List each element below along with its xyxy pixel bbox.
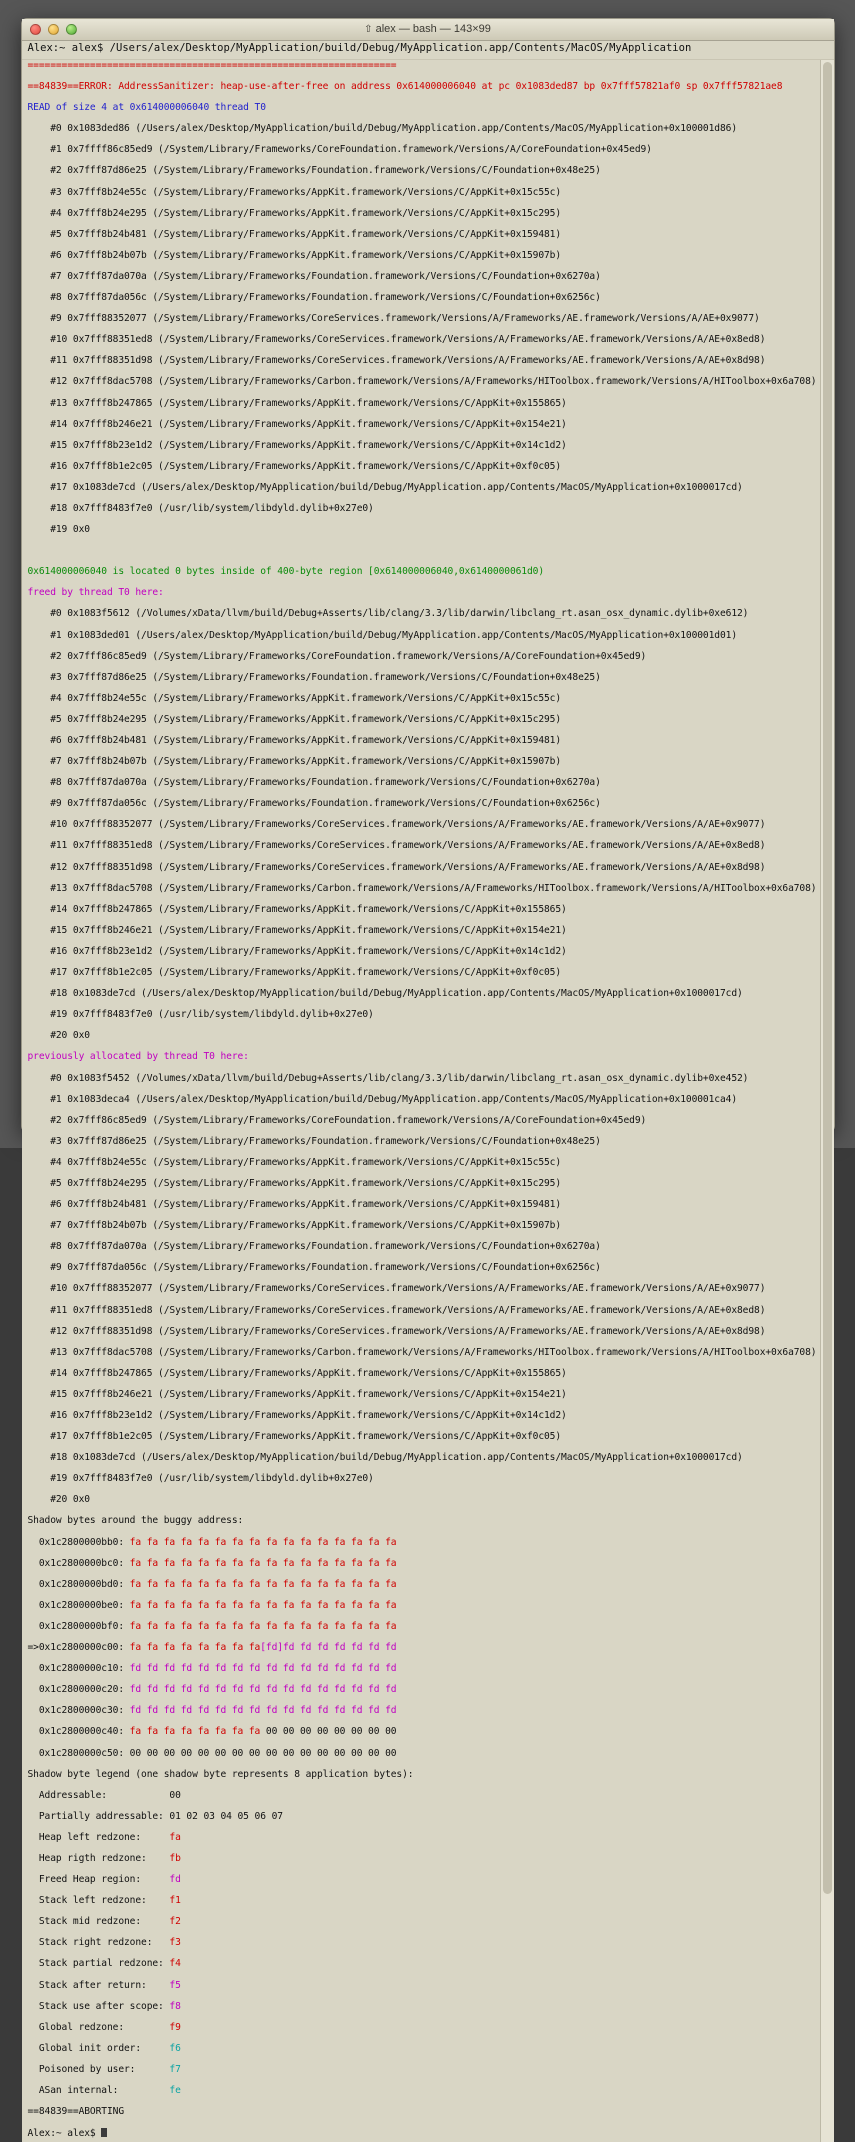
terminal-span: #3 0x7fff87d86e25 (/System/Library/Frameworks/Foundation.framework/Versions/C/Foundation+0x48e25): [27, 1135, 601, 1147]
terminal-span: f5: [169, 1979, 181, 1991]
terminal-span: 0x1c2800000c10:: [27, 1663, 130, 1675]
terminal-span: #11 0x7fff88351ed8 (/System/Library/Frameworks/CoreServices.framework/Versions/A/Frameworks/AE.framework/Versions/A/AE+0x8ed8): [27, 1304, 766, 1316]
terminal-span: fa fa fa fa fa fa fa fa fa fa fa fa fa fa fa fa: [129, 1536, 397, 1548]
window-controls[interactable]: [30, 24, 77, 35]
terminal-line: [28, 335, 818, 346]
terminal-line: [28, 1812, 818, 1823]
terminal-span: #7 0x7fff87da070a (/System/Library/Frameworks/Foundation.framework/Versions/C/Foundation+0x6270a): [27, 270, 601, 282]
terminal-span: #10 0x7fff88352077 (/System/Library/Frameworks/CoreServices.framework/Versions/A/Frameworks/AE.framework/Versions/A/AE+0x9077): [27, 1283, 766, 1295]
terminal-line: [28, 462, 818, 473]
terminal-span: #13 0x7fff8dac5708 (/System/Library/Frameworks/Carbon.framework/Versions/A/Frameworks/HIToolbox.framework/Versions/A/HIToolbox+0x6a708): [27, 882, 817, 894]
terminal-line: [28, 778, 818, 789]
terminal-line: [28, 230, 818, 241]
terminal-line: [28, 820, 818, 831]
terminal-line: [28, 61, 818, 72]
terminal-line: [28, 1981, 818, 1992]
terminal-span: 0x1c2800000bb0:: [27, 1536, 130, 1548]
terminal-line: [28, 1242, 818, 1253]
terminal-line: [28, 1833, 818, 1844]
terminal-line: [28, 1327, 818, 1338]
terminal-span: fa: [169, 1831, 181, 1843]
terminal-span: f4: [169, 1958, 181, 1970]
terminal-span: #11 0x7fff88351ed8 (/System/Library/Frameworks/CoreServices.framework/Versions/A/Frameworks/AE.framework/Versions/A/AE+0x8ed8): [27, 840, 766, 852]
terminal-span: fd fd fd fd fd fd fd fd fd fd fd fd fd fd fd fd: [129, 1705, 397, 1717]
terminal-span: 0x1c2800000c30:: [27, 1705, 130, 1717]
terminal-line: [28, 799, 818, 810]
terminal-line: [28, 1643, 818, 1654]
terminal-line: [28, 420, 818, 431]
terminal-line: [28, 293, 818, 304]
terminal-line: [28, 2107, 818, 2118]
window-titlebar[interactable]: [22, 19, 834, 41]
terminal-span: 0x1c2800000be0:: [27, 1599, 130, 1611]
terminal-span: Addressable: 00: [27, 1789, 181, 1801]
terminal-line: [28, 673, 818, 684]
terminal-line: [28, 1559, 818, 1570]
terminal-span: f6: [169, 2042, 181, 2054]
terminal-line: [28, 1453, 818, 1464]
terminal-span: #16 0x7fff8b23e1d2 (/System/Library/Frameworks/AppKit.framework/Versions/C/AppKit+0x14c1d2): [27, 1410, 567, 1421]
terminal-line: [28, 652, 818, 663]
terminal-span: #17 0x1083de7cd (/Users/alex/Desktop/MyApplication/build/Debug/MyApplication.app/Contents/MacOS/MyApplication+0x1000017cd): [27, 481, 743, 493]
terminal-line: [28, 1221, 818, 1232]
terminal-span: 00 00 00 00 00 00 00 00: [260, 1726, 397, 1738]
terminal-line: [28, 588, 818, 599]
terminal-line: [28, 2086, 818, 2097]
window-title: [22, 18, 834, 41]
terminal-line: [28, 1116, 818, 1127]
terminal-line: [28, 1348, 818, 1359]
terminal-span: 00 00 00 00 00 00 00 00 00 00 00 00 00 00 00 00: [129, 1747, 397, 1759]
terminal-line: [28, 1770, 818, 1781]
terminal-output[interactable]: [22, 60, 820, 2142]
terminal-span: #9 0x7fff87da056c (/System/Library/Frameworks/Foundation.framework/Versions/C/Foundation+0x6256c): [27, 798, 601, 810]
terminal-span: #16 0x7fff8b1e2c05 (/System/Library/Frameworks/AppKit.framework/Versions/C/AppKit+0xf0c05): [27, 460, 562, 472]
terminal-span: #13 0x7fff8dac5708 (/System/Library/Frameworks/Carbon.framework/Versions/A/Frameworks/HIToolbox.framework/Versions/A/HIToolbox+0x6a708): [27, 1346, 817, 1358]
terminal-span: #0 0x1083f5612 (/Volumes/xData/llvm/build/Debug+Asserts/lib/clang/3.3/lib/darwin/libclang_rt.asan_osx_dynamic.dylib+0xe612): [27, 608, 749, 620]
terminal-span: 0x1c2800000c40:: [27, 1726, 130, 1738]
terminal-span: #16 0x7fff8b23e1d2 (/System/Library/Frameworks/AppKit.framework/Versions/C/AppKit+0x14c1d2): [27, 945, 567, 957]
terminal-span: #18 0x1083de7cd (/Users/alex/Desktop/MyApplication/build/Debug/MyApplication.app/Contents/MacOS/MyApplication+0x1000017cd): [27, 988, 743, 1000]
terminal-span: #6 0x7fff8b24b481 (/System/Library/Frameworks/AppKit.framework/Versions/C/AppKit+0x159481): [27, 1199, 562, 1211]
terminal-line: [28, 525, 818, 536]
terminal-span: #0 0x1083ded86 (/Users/alex/Desktop/MyApplication/build/Debug/MyApplication.app/Contents/MacOS/MyApplication+0x100001d86): [27, 123, 737, 135]
terminal-span: f8: [169, 2000, 181, 2012]
terminal-line: [28, 884, 818, 895]
terminal-span: #6 0x7fff8b24b481 (/System/Library/Frameworks/AppKit.framework/Versions/C/AppKit+0x159481): [27, 735, 562, 746]
terminal-span: #2 0x7fff86c85ed9 (/System/Library/Frameworks/CoreFoundation.framework/Versions/A/CoreFoundation+0x45ed9): [27, 1114, 647, 1126]
terminal-prompt: Alex:~ alex$: [27, 2128, 102, 2140]
terminal-span: Stack left redzone:: [27, 1895, 170, 1907]
terminal-line: [28, 1306, 818, 1317]
terminal-line: [28, 1158, 818, 1169]
terminal-line: [28, 251, 818, 262]
terminal-span: fa fa fa fa fa fa fa fa fa fa fa fa fa fa fa fa: [129, 1599, 397, 1611]
terminal-span: 0x1c2800000bf0:: [27, 1620, 130, 1632]
terminal-span: #19 0x0: [27, 524, 90, 536]
terminal-line: [28, 188, 818, 199]
terminal-span: #9 0x7fff88352077 (/System/Library/Frameworks/CoreServices.framework/Versions/A/Frameworks/AE.framework/Versions/A/AE+0x9077): [27, 313, 760, 325]
terminal-span: =>0x1c2800000c00:: [27, 1642, 130, 1654]
terminal-span: Stack partial redzone:: [27, 1958, 170, 1970]
terminal-span: fa fa fa fa fa fa fa fa fa fa fa fa fa fa fa fa: [129, 1557, 397, 1569]
terminal-line: [28, 1791, 818, 1802]
terminal-line: [28, 314, 818, 325]
terminal-span: f9: [169, 2021, 181, 2033]
terminal-line: [28, 1390, 818, 1401]
terminal-span: [fd]: [260, 1642, 283, 1654]
terminal-span: Shadow byte legend (one shadow byte represents 8 application bytes):: [27, 1768, 414, 1780]
terminal-span: fd fd fd fd fd fd fd fd fd fd fd fd fd fd fd fd: [129, 1663, 397, 1675]
zoom-button[interactable]: [66, 24, 77, 35]
command-path-line: Alex:~ alex$ /Users/alex/Desktop/MyApplication/build/Debug/MyApplication.app/Contents/MacOS/MyApplication: [22, 41, 834, 60]
terminal-line: [28, 1896, 818, 1907]
terminal-line: [28, 1959, 818, 1970]
terminal-span: fd: [169, 1874, 181, 1886]
titlebar-proxy-icon: ⇧: [364, 24, 373, 35]
terminal-window: [21, 18, 835, 2140]
terminal-span: #10 0x7fff88351ed8 (/System/Library/Frameworks/CoreServices.framework/Versions/A/Frameworks/AE.framework/Versions/A/AE+0x8ed8): [27, 334, 766, 346]
terminal-line: [28, 905, 818, 916]
terminal-span: Global init order:: [27, 2042, 170, 2054]
terminal-span: fd fd fd fd fd fd fd: [282, 1642, 397, 1654]
terminal-line: [28, 1706, 818, 1717]
terminal-span: Stack after return:: [27, 1979, 170, 1991]
terminal-line: [28, 2065, 818, 2076]
terminal-span: #3 0x7fff87d86e25 (/System/Library/Frameworks/Foundation.framework/Versions/C/Foundation+0x48e25): [27, 671, 601, 683]
terminal-span: #4 0x7fff8b24e295 (/System/Library/Frameworks/AppKit.framework/Versions/C/AppKit+0x15c295): [27, 207, 562, 219]
terminal-span: #8 0x7fff87da070a (/System/Library/Frameworks/Foundation.framework/Versions/C/Foundation+0x6270a): [27, 777, 601, 789]
terminal-span: Shadow bytes around the buggy address:: [27, 1515, 244, 1527]
terminal-line: [28, 1052, 818, 1063]
terminal-span: #8 0x7fff87da056c (/System/Library/Frameworks/Foundation.framework/Versions/C/Foundation+0x6256c): [27, 292, 601, 304]
terminal-span: f1: [169, 1895, 181, 1907]
terminal-line: [28, 124, 818, 135]
terminal-line: [28, 504, 818, 515]
terminal-span: Heap rigth redzone:: [27, 1852, 170, 1864]
terminal-span: #15 0x7fff8b246e21 (/System/Library/Frameworks/AppKit.framework/Versions/C/AppKit+0x154e21): [27, 1388, 567, 1400]
terminal-span: #13 0x7fff8b247865 (/System/Library/Frameworks/AppKit.framework/Versions/C/AppKit+0x155865): [27, 397, 567, 409]
terminal-span: f7: [169, 2063, 181, 2075]
terminal-span: #11 0x7fff88351d98 (/System/Library/Frameworks/CoreServices.framework/Versions/A/Frameworks/AE.framework/Versions/A/AE+0x8d98): [27, 355, 766, 367]
terminal-line: [28, 1179, 818, 1190]
terminal-line: [28, 1010, 818, 1021]
terminal-span: fa fa fa fa fa fa fa fa fa fa fa fa fa fa fa fa: [129, 1620, 397, 1632]
terminal-span: 0x1c2800000c50:: [27, 1747, 130, 1759]
terminal-span: Heap left redzone:: [27, 1831, 170, 1843]
terminal-line: [28, 841, 818, 852]
terminal-span: freed by thread T0 here:: [27, 587, 164, 599]
terminal-span: #2 0x7fff87d86e25 (/System/Library/Frameworks/Foundation.framework/Versions/C/Foundation+0x48e25): [27, 165, 601, 177]
terminal-line: [28, 1749, 818, 1760]
terminal-line: [28, 1664, 818, 1675]
terminal-line: [28, 1095, 818, 1106]
terminal-line: [28, 1074, 818, 1085]
terminal-span: #5 0x7fff8b24b481 (/System/Library/Frameworks/AppKit.framework/Versions/C/AppKit+0x159481): [27, 228, 562, 240]
terminal-line: [28, 1538, 818, 1549]
terminal-line: [28, 1938, 818, 1949]
terminal-line: [28, 1432, 818, 1443]
terminal-span: previously allocated by thread T0 here:: [27, 1051, 249, 1063]
terminal-span: #1 0x7ffff86c85ed9 (/System/Library/Frameworks/CoreFoundation.framework/Versions/A/CoreFoundation+0x45ed9): [27, 144, 652, 156]
terminal-span: #4 0x7fff8b24e55c (/System/Library/Frameworks/AppKit.framework/Versions/C/AppKit+0x15c55c): [27, 692, 562, 704]
terminal-span: #19 0x7fff8483f7e0 (/usr/lib/system/libdyld.dylib+0x27e0): [27, 1473, 374, 1485]
terminal-line: [28, 1263, 818, 1274]
terminal-line: [28, 1516, 818, 1527]
terminal-line: [28, 694, 818, 705]
terminal-line: [28, 1601, 818, 1612]
terminal-span: #14 0x7fff8b246e21 (/System/Library/Frameworks/AppKit.framework/Versions/C/AppKit+0x154e21): [27, 418, 567, 430]
terminal-span: #0 0x1083f5452 (/Volumes/xData/llvm/build/Debug+Asserts/lib/clang/3.3/lib/darwin/libclang_rt.asan_osx_dynamic.dylib+0xe452): [27, 1072, 749, 1084]
terminal-line: [28, 2044, 818, 2055]
terminal-line: [28, 82, 818, 93]
terminal-line: [28, 2002, 818, 2013]
terminal-span: Freed Heap region:: [27, 1874, 170, 1886]
close-button[interactable]: [30, 24, 41, 35]
terminal-span: #7 0x7fff8b24b07b (/System/Library/Frameworks/AppKit.framework/Versions/C/AppKit+0x15907b): [27, 1220, 562, 1232]
terminal-line: [28, 441, 818, 452]
terminal-line: [28, 1917, 818, 1928]
terminal-line: [28, 989, 818, 1000]
terminal-line: [28, 209, 818, 220]
terminal-line: [28, 736, 818, 747]
terminal-span: #2 0x7fff86c85ed9 (/System/Library/Frameworks/CoreFoundation.framework/Versions/A/CoreFoundation+0x45ed9): [27, 650, 647, 662]
terminal-line: [28, 1200, 818, 1211]
terminal-span: Stack use after scope:: [27, 2000, 170, 2012]
terminal-span: fe: [169, 2085, 181, 2096]
terminal-span: f3: [169, 1937, 181, 1949]
scrollbar-thumb[interactable]: [823, 62, 832, 1894]
terminal-line: [28, 356, 818, 367]
terminal-line: [28, 1622, 818, 1633]
terminal-line: [28, 103, 818, 114]
terminal-span: 0x1c2800000bc0:: [27, 1557, 130, 1569]
minimize-button[interactable]: [48, 24, 59, 35]
terminal-line: [28, 968, 818, 979]
terminal-line: [28, 399, 818, 410]
terminal-span: READ of size 4 at 0x614000006040 thread T0: [27, 102, 266, 114]
terminal-span: #20 0x0: [27, 1494, 90, 1506]
terminal-span: #10 0x7fff88352077 (/System/Library/Frameworks/CoreServices.framework/Versions/A/Frameworks/AE.framework/Versions/A/AE+0x9077): [27, 819, 766, 831]
terminal-line: [28, 715, 818, 726]
terminal-span: #19 0x7fff8483f7e0 (/usr/lib/system/libdyld.dylib+0x27e0): [27, 1009, 374, 1021]
terminal-line: [28, 166, 818, 177]
terminal-line: [28, 1685, 818, 1696]
terminal-span: #5 0x7fff8b24e295 (/System/Library/Frameworks/AppKit.framework/Versions/C/AppKit+0x15c295): [27, 713, 562, 725]
terminal-line: [28, 272, 818, 283]
terminal-span: #17 0x7fff8b1e2c05 (/System/Library/Frameworks/AppKit.framework/Versions/C/AppKit+0xf0c05): [27, 1431, 562, 1443]
terminal-span: #5 0x7fff8b24e295 (/System/Library/Frameworks/AppKit.framework/Versions/C/AppKit+0x15c295): [27, 1177, 562, 1189]
terminal-line: [28, 631, 818, 642]
terminal-span: Stack mid redzone:: [27, 1916, 170, 1928]
terminal-span: #15 0x7fff8b23e1d2 (/System/Library/Frameworks/AppKit.framework/Versions/C/AppKit+0x14c1d2): [27, 439, 567, 451]
terminal-span: ASan internal:: [27, 2085, 170, 2096]
terminal-line: [28, 546, 818, 557]
terminal-scrollbar[interactable]: [820, 60, 834, 2142]
terminal-span: #4 0x7fff8b24e55c (/System/Library/Frameworks/AppKit.framework/Versions/C/AppKit+0x15c55c): [27, 1156, 562, 1168]
terminal-body[interactable]: [22, 60, 834, 2142]
terminal-span: #18 0x1083de7cd (/Users/alex/Desktop/MyApplication/build/Debug/MyApplication.app/Contents/MacOS/MyApplication+0x1000017cd): [27, 1452, 743, 1464]
terminal-span: Poisoned by user:: [27, 2063, 170, 2075]
terminal-span: #3 0x7fff8b24e55c (/System/Library/Frameworks/AppKit.framework/Versions/C/AppKit+0x15c55c): [27, 186, 562, 198]
window-title-text: alex — bash — 143×99: [375, 23, 491, 35]
terminal-span: #12 0x7fff88351d98 (/System/Library/Frameworks/CoreServices.framework/Versions/A/Frameworks/AE.framework/Versions/A/AE+0x8d98): [27, 861, 766, 873]
terminal-span: Global redzone:: [27, 2021, 170, 2033]
terminal-span: #6 0x7fff8b24b07b (/System/Library/Frameworks/AppKit.framework/Versions/C/AppKit+0x15907b): [27, 249, 562, 261]
terminal-line: [28, 1727, 818, 1738]
terminal-line: [28, 1580, 818, 1591]
terminal-line: [28, 757, 818, 768]
terminal-line: [28, 609, 818, 620]
terminal-span: Stack right redzone:: [27, 1937, 170, 1949]
terminal-span: #14 0x7fff8b247865 (/System/Library/Frameworks/AppKit.framework/Versions/C/AppKit+0x155865): [27, 1367, 567, 1379]
terminal-line: [28, 1369, 818, 1380]
terminal-span: #12 0x7fff88351d98 (/System/Library/Frameworks/CoreServices.framework/Versions/A/Frameworks/AE.framework/Versions/A/AE+0x8d98): [27, 1325, 766, 1337]
terminal-line: [28, 483, 818, 494]
terminal-prompt-line[interactable]: [28, 2128, 818, 2140]
terminal-span: #8 0x7fff87da070a (/System/Library/Frameworks/Foundation.framework/Versions/C/Foundation+0x6270a): [27, 1241, 601, 1253]
terminal-line: [28, 567, 818, 578]
terminal-span: 0x614000006040 is located 0 bytes inside of 400-byte region [0x614000006040,0x6140000061d0): [27, 566, 545, 578]
terminal-span: #1 0x1083ded01 (/Users/alex/Desktop/MyApplication/build/Debug/MyApplication.app/Contents/MacOS/MyApplication+0x100001d01): [27, 629, 737, 641]
terminal-line: [28, 145, 818, 156]
terminal-line: [28, 863, 818, 874]
terminal-span: #12 0x7fff8dac5708 (/System/Library/Frameworks/Carbon.framework/Versions/A/Frameworks/HIToolbox.framework/Versions/A/HIToolbox+0x6a708): [27, 376, 817, 388]
terminal-span: Partially addressable: 01 02 03 04 05 06 07: [27, 1810, 283, 1822]
terminal-cursor: [101, 2128, 107, 2137]
terminal-span: ==84839==ERROR: AddressSanitizer: heap-use-after-free on address 0x614000006040 at pc 0x1083ded87 bp 0x7fff57821af0 sp 0x7fff57821ae8: [27, 81, 783, 93]
terminal-span: #14 0x7fff8b247865 (/System/Library/Frameworks/AppKit.framework/Versions/C/AppKit+0x155865): [27, 903, 567, 915]
terminal-line: [28, 947, 818, 958]
terminal-span: #20 0x0: [27, 1030, 90, 1042]
terminal-line: [28, 1474, 818, 1485]
terminal-line: [28, 1411, 818, 1422]
terminal-line: [28, 1495, 818, 1506]
terminal-line: [28, 1875, 818, 1886]
terminal-span: fb: [169, 1852, 181, 1864]
terminal-span: 0x1c2800000bd0:: [27, 1578, 130, 1590]
terminal-line: [28, 1031, 818, 1042]
terminal-span: #1 0x1083deca4 (/Users/alex/Desktop/MyApplication/build/Debug/MyApplication.app/Contents/MacOS/MyApplication+0x100001ca4): [27, 1093, 737, 1105]
terminal-span: #15 0x7fff8b246e21 (/System/Library/Frameworks/AppKit.framework/Versions/C/AppKit+0x154e21): [27, 924, 567, 936]
terminal-span: #17 0x7fff8b1e2c05 (/System/Library/Frameworks/AppKit.framework/Versions/C/AppKit+0xf0c05): [27, 967, 562, 979]
terminal-span: fa fa fa fa fa fa fa fa: [129, 1642, 261, 1654]
terminal-span: fa fa fa fa fa fa fa fa fa fa fa fa fa fa fa fa: [129, 1578, 397, 1590]
terminal-line: [28, 2023, 818, 2034]
terminal-span: ==84839==ABORTING: [27, 2106, 124, 2118]
terminal-line: [28, 1854, 818, 1865]
terminal-line: [28, 926, 818, 937]
terminal-span: #7 0x7fff8b24b07b (/System/Library/Frameworks/AppKit.framework/Versions/C/AppKit+0x15907b): [27, 756, 562, 768]
terminal-line: [28, 1137, 818, 1148]
terminal-span: 0x1c2800000c20:: [27, 1684, 130, 1696]
terminal-span: #9 0x7fff87da056c (/System/Library/Frameworks/Foundation.framework/Versions/C/Foundation+0x6256c): [27, 1262, 601, 1274]
terminal-span: f2: [169, 1916, 181, 1928]
terminal-line: [28, 1284, 818, 1295]
terminal-line: [28, 377, 818, 388]
terminal-span: fa fa fa fa fa fa fa fa: [129, 1726, 261, 1738]
terminal-span: =================================================================: [27, 60, 397, 71]
terminal-span: fd fd fd fd fd fd fd fd fd fd fd fd fd fd fd fd: [129, 1684, 397, 1696]
terminal-span: #18 0x7fff8483f7e0 (/usr/lib/system/libdyld.dylib+0x27e0): [27, 502, 374, 514]
